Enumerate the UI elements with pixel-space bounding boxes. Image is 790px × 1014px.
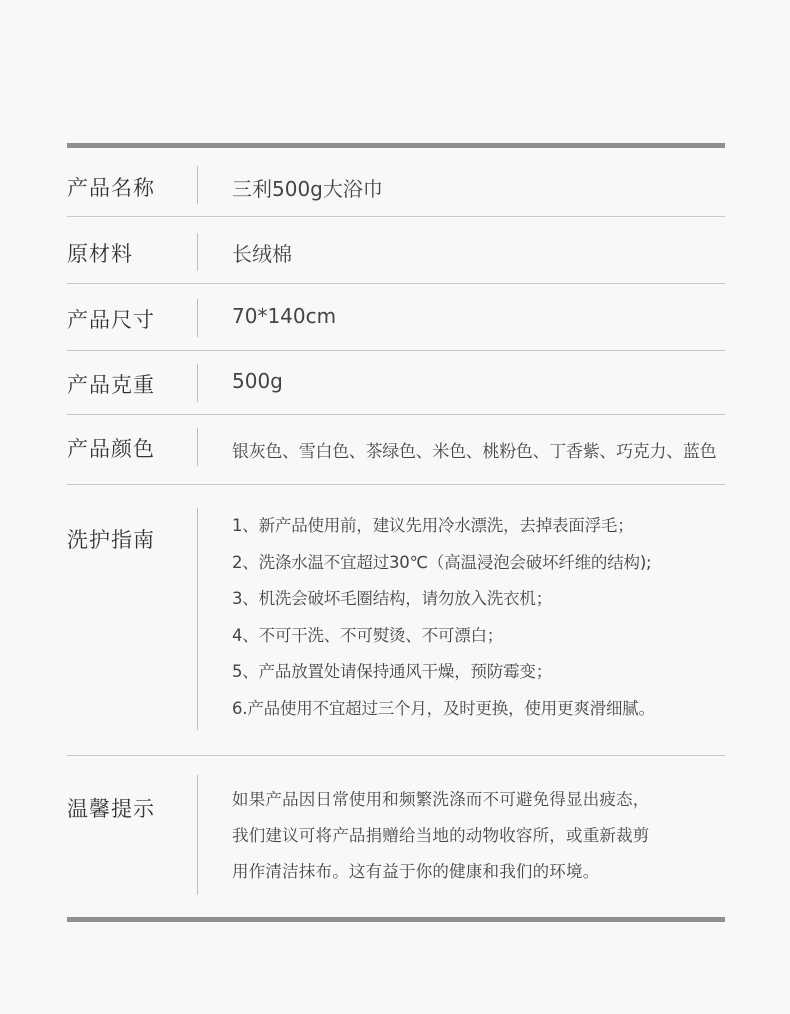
- row-separator: [67, 414, 725, 415]
- row-separator: [67, 216, 725, 217]
- tips-label: 温馨提示: [67, 797, 155, 821]
- bottom-border: [67, 917, 725, 922]
- care-line: 6.产品使用不宜超过三个月，及时更换，使用更爽滑细腻。: [232, 698, 655, 718]
- color-label: 产品颜色: [67, 437, 155, 461]
- care-guide-list: [232, 508, 655, 727]
- top-border: [67, 143, 725, 148]
- size-divider: [197, 299, 198, 337]
- care-line: 2、洗涤水温不宜超过30℃（高温浸泡会破坏纤维的结构);: [232, 552, 652, 572]
- tips-list: [232, 782, 650, 890]
- care-line: 1、新产品使用前，建议先用冷水漂洗，去掉表面浮毛；: [232, 516, 634, 535]
- product-name-value: 三利500g大浴巾: [232, 177, 383, 201]
- row-separator: [67, 350, 725, 351]
- product-name-label: 产品名称: [67, 176, 155, 200]
- weight-label: 产品克重: [67, 373, 155, 397]
- care-guide-label: 洗护指南: [67, 528, 155, 552]
- material-divider: [197, 233, 198, 271]
- row-separator: [67, 484, 725, 485]
- color-value: 银灰色、雪白色、茶绿色、米色、桃粉色、丁香紫、巧克力、蓝色: [232, 442, 717, 462]
- care-guide-divider: [197, 508, 198, 730]
- care-line: 5、产品放置处请保持通风干燥，预防霉变；: [232, 662, 552, 681]
- row-separator: [67, 755, 725, 756]
- care-line: 3、机洗会破坏毛圈结构，请勿放入洗衣机；: [232, 589, 552, 608]
- size-label: 产品尺寸: [67, 308, 155, 332]
- care-line: 4、不可干洗、不可熨烫、不可漂白；: [232, 625, 504, 645]
- size-value: 70*140cm: [232, 304, 337, 328]
- material-value: 长绒棉: [232, 242, 292, 266]
- tips-line: 用作清洁抹布。这有益于你的健康和我们的环境。: [232, 862, 600, 881]
- weight-value: 500g: [232, 369, 283, 393]
- weight-divider: [197, 364, 198, 402]
- color-divider: [197, 428, 198, 466]
- tips-line: 如果产品因日常使用和频繁洗涤而不可避免得显出疲态，: [232, 790, 650, 809]
- tips-line: 我们建议可将产品捐赠给当地的动物收容所，或重新裁剪: [232, 826, 650, 845]
- product-name-divider: [197, 166, 198, 204]
- material-label: 原材料: [67, 242, 133, 266]
- tips-divider: [197, 775, 198, 895]
- row-separator: [67, 283, 725, 284]
